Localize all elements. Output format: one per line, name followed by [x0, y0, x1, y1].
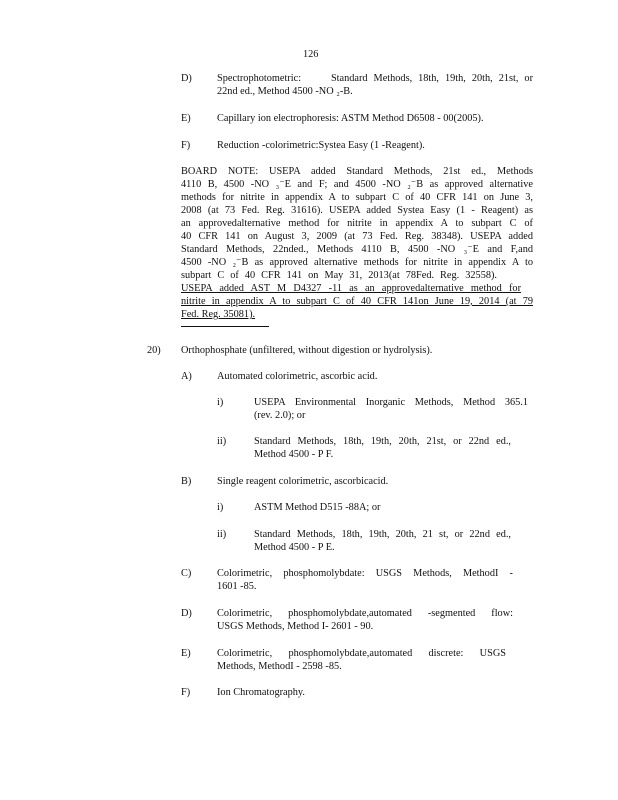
board-note-line-underlined: nitrite in appendix A to subpart C of 40 CFR 141on June 19, 2014 (at 79 — [181, 296, 533, 307]
sub-item-text-a-ii-line2: Method 4500 - P F. — [254, 449, 334, 460]
board-note-line-underlined: Fed. Reg. 35081). — [181, 309, 256, 320]
item-label-e: E) — [181, 113, 191, 124]
board-note-line: 40 CFR 141 on August 3, 2009 (at 73 Fed. Reg. 38348). USEPA added — [181, 231, 533, 242]
item-text-d-line2: 22nd ed., Method 4500 -NO ₂-B. — [217, 86, 353, 97]
sub-item-text-a-ii-line1: Standard Methods, 18th, 19th, 20th, 21st, or 22nd ed., — [254, 436, 511, 447]
board-note-line: an approvedalternative method for nitrite in appendix A to subpart C of — [181, 218, 533, 229]
sub-item-text-b-i: ASTM Method D515 -88A; or — [254, 502, 381, 513]
item-text-d-line1: Spectrophotometric: Standard Methods, 18th, 19th, 20th, 21st, or — [217, 73, 533, 84]
page-number: 126 — [303, 49, 319, 60]
sub-item-text-a-i-line1: USEPA Environmental Inorganic Methods, Method 365.1 — [254, 397, 528, 408]
board-note-line-underlined: USEPA added AST M D4327 -11 as an approvedalternative method for — [181, 283, 521, 294]
subsection-label-c: C) — [181, 568, 192, 579]
board-note-line: 4500 -NO ₂⁻B as approved alternative methods for nitrite in appendix A to — [181, 257, 533, 268]
subsection-label-e: E) — [181, 648, 191, 659]
subsection-label-b: B) — [181, 476, 192, 487]
subsection-label-a: A) — [181, 371, 192, 382]
board-note-line: methods for nitrite in appendix A to subpart C of 40 CFR 141 on June 3, — [181, 192, 533, 203]
subsection-text-c-line1: Colorimetric, phosphomolybdate: USGS Methods, MethodI - — [217, 568, 513, 579]
sub-item-text-b-ii-line2: Method 4500 - P E. — [254, 542, 335, 553]
sub-item-label-b-ii: ii) — [217, 529, 227, 540]
board-note-rule — [181, 326, 269, 327]
subsection-text-c-line2: 1601 -85. — [217, 581, 257, 592]
subsection-text-e-line1: Colorimetric, phosphomolybdate,automated discrete: USGS — [217, 648, 506, 659]
section-title-orthophosphate: Orthophosphate (unfiltered, without digestion or hydrolysis). — [181, 345, 433, 356]
item-label-f: F) — [181, 140, 191, 151]
board-note-line: 4110 B, 4500 -NO ₃⁻E and F; and 4500 -NO ₂⁻B as approved alternative — [181, 179, 533, 190]
section-number-20: 20) — [147, 345, 161, 356]
sub-item-text-a-i-line2: (rev. 2.0); or — [254, 410, 306, 421]
subsection-label-f: F) — [181, 687, 191, 698]
item-text-f: Reduction -colorimetric:Systea Easy (1 -Reagent). — [217, 140, 425, 151]
subsection-title-b: Single reagent colorimetric, ascorbicacid. — [217, 476, 389, 487]
sub-item-label-a-ii: ii) — [217, 436, 227, 447]
subsection-text-d-line2: USGS Methods, Method I- 2601 - 90. — [217, 621, 374, 632]
sub-item-text-b-ii-line1: Standard Methods, 18th, 19th, 20th, 21 st, or 22nd ed., — [254, 529, 511, 540]
sub-item-label-a-i: i) — [217, 397, 224, 408]
board-note-line: BOARD NOTE: USEPA added Standard Methods, 21st ed., Methods — [181, 166, 533, 177]
subsection-text-e-line2: Methods, MethodI - 2598 -85. — [217, 661, 342, 672]
sub-item-label-b-i: i) — [217, 502, 224, 513]
item-text-e: Capillary ion electrophoresis: ASTM Method D6508 - 00(2005). — [217, 113, 484, 124]
subsection-title-a: Automated colorimetric, ascorbic acid. — [217, 371, 378, 382]
item-label-d: D) — [181, 73, 192, 84]
subsection-label-d: D) — [181, 608, 192, 619]
subsection-text-d-line1: Colorimetric, phosphomolybdate,automated -segmented flow: — [217, 608, 513, 619]
subsection-text-f: Ion Chromatography. — [217, 687, 305, 698]
board-note-line: subpart C of 40 CFR 141 on May 31, 2013(at 78Fed. Reg. 32558). — [181, 270, 497, 281]
board-note-line: 2008 (at 73 Fed. Reg. 31616). USEPA added Systea Easy (1 - Reagent) as — [181, 205, 533, 216]
board-note-line: Standard Methods, 22nded., Methods 4110 B, 4500 -NO ₃⁻E and F,and — [181, 244, 533, 255]
